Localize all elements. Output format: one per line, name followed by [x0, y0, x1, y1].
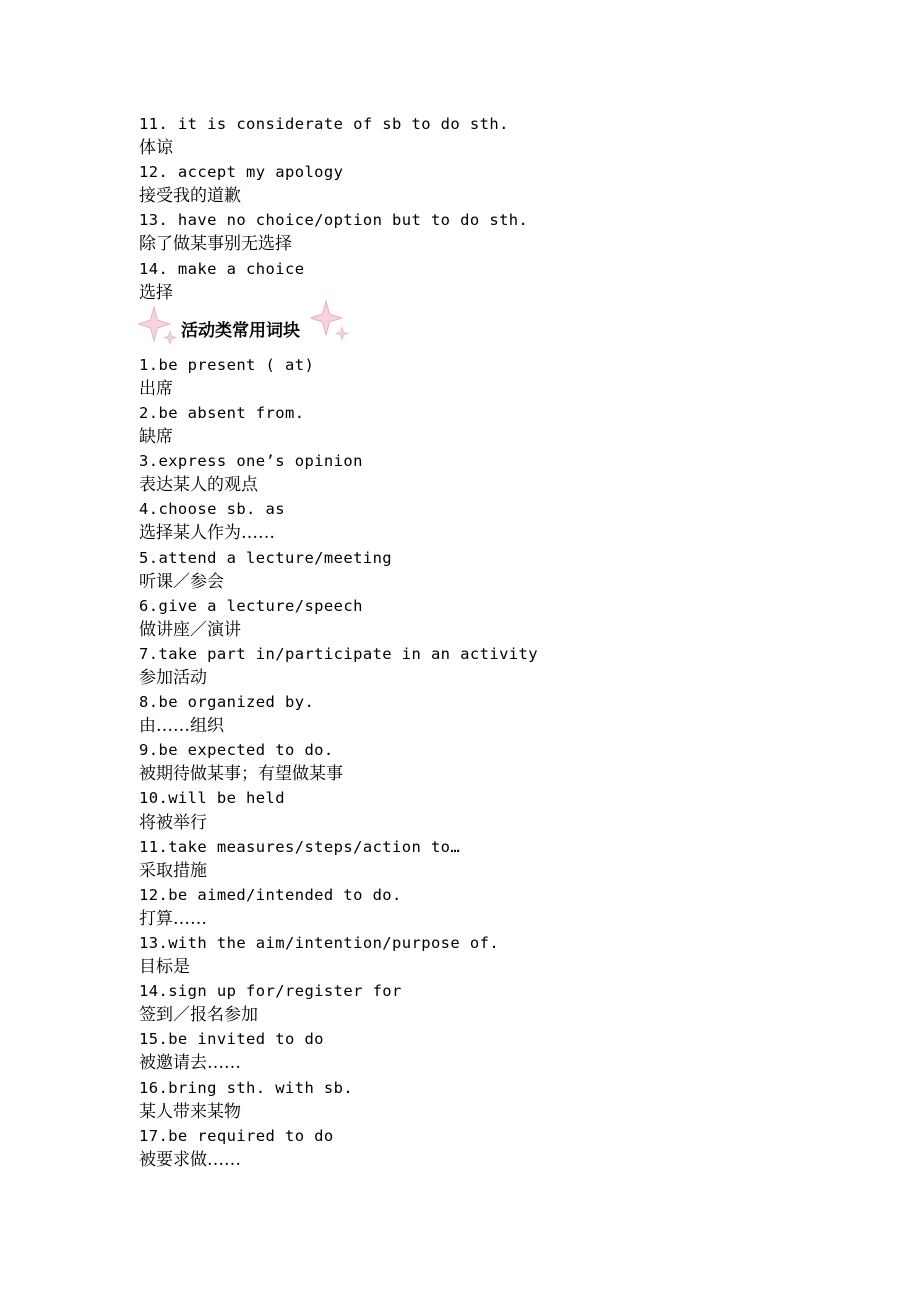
phrase-english: 13.with the aim/intention/purpose of.: [139, 934, 500, 952]
list-item: [139, 786, 839, 834]
phrase-chinese: 由……组织: [139, 716, 224, 737]
phrase-english: 17.be required to do: [139, 1126, 334, 1145]
phrase-english: 16.bring sth. with sb.: [139, 1078, 354, 1097]
list-item: [139, 160, 839, 208]
phrase-chinese: 做讲座／演讲: [139, 619, 241, 640]
list-item: [139, 497, 839, 545]
phrase-english: 4.choose sb. as: [139, 500, 285, 519]
phrase-english: 12.be aimed/intended to do.: [139, 885, 402, 904]
section-heading: 活动类常用词块: [181, 320, 300, 341]
list-item: [139, 883, 839, 931]
list-item: [139, 449, 839, 497]
phrase-chinese: 除了做某事别无选择: [139, 234, 292, 255]
list-item: [139, 594, 839, 642]
phrase-chinese: 接受我的道歉: [139, 186, 241, 207]
list-item: [139, 1124, 839, 1172]
list-item: [139, 642, 839, 690]
list-item: [139, 979, 839, 1027]
list-item: [139, 353, 839, 401]
phrase-english: 11.take measures/steps/action to…: [139, 837, 461, 856]
section-heading-row: [139, 305, 839, 353]
phrase-english: 5.attend a lecture/meeting: [139, 548, 393, 567]
phrase-chinese: 打算……: [139, 908, 207, 929]
phrase-chinese: 采取措施: [139, 860, 207, 881]
phrase-english: 2.be absent from.: [139, 403, 305, 422]
phrase-chinese: 将被举行: [139, 812, 207, 833]
list-item: [139, 1027, 839, 1075]
phrase-chinese: 签到／报名参加: [139, 1005, 258, 1026]
phrase-chinese: 出席: [139, 378, 173, 399]
sparkle-right-icon: [311, 299, 351, 341]
phrase-chinese: 目标是: [139, 957, 190, 978]
phrase-chinese: 选择: [139, 282, 173, 303]
phrase-chinese: 选择某人作为……: [139, 523, 275, 544]
phrase-chinese: 某人带来某物: [139, 1101, 241, 1122]
phrase-chinese: 缺席: [139, 427, 173, 448]
top-phrase-list: [139, 112, 839, 305]
phrase-english: 1.be present ( at): [139, 355, 315, 374]
list-item: [139, 931, 839, 979]
phrase-english: 10.will be held: [139, 789, 285, 808]
list-item: [139, 112, 839, 160]
phrase-english: 11. it is considerate of sb to do sth.: [139, 115, 509, 133]
sparkle-left-icon: [138, 305, 178, 347]
list-item: [139, 401, 839, 449]
list-item: [139, 208, 839, 256]
phrase-chinese: 体谅: [139, 138, 173, 159]
phrase-english: 13. have no choice/option but to do sth.: [139, 211, 529, 230]
list-item: [139, 690, 839, 738]
list-item: [139, 738, 839, 786]
phrase-chinese: 听课／参会: [139, 571, 224, 592]
phrase-english: 3.express one’s opinion: [139, 452, 363, 471]
phrase-english: 9.be expected to do.: [139, 741, 334, 760]
document-body: [139, 112, 839, 1172]
phrase-english: 14.sign up for/register for: [139, 982, 402, 1001]
phrase-english: 12. accept my apology: [139, 163, 344, 182]
phrase-english: 6.give a lecture/speech: [139, 596, 363, 615]
phrase-chinese: 表达某人的观点: [139, 475, 258, 496]
phrase-english: 14. make a choice: [139, 259, 305, 278]
phrase-chinese: 被要求做……: [139, 1149, 241, 1170]
list-item: [139, 257, 839, 305]
phrase-chinese: 被期待做某事；有望做某事: [139, 764, 343, 785]
activity-phrase-list: [139, 353, 839, 1172]
phrase-english: 8.be organized by.: [139, 693, 315, 712]
phrase-chinese: 被邀请去……: [139, 1053, 241, 1074]
phrase-english: 7.take part in/participate in an activity: [139, 644, 539, 663]
list-item: [139, 1076, 839, 1124]
phrase-chinese: 参加活动: [139, 667, 207, 688]
list-item: [139, 835, 839, 883]
phrase-english: 15.be invited to do: [139, 1030, 324, 1049]
list-item: [139, 546, 839, 594]
